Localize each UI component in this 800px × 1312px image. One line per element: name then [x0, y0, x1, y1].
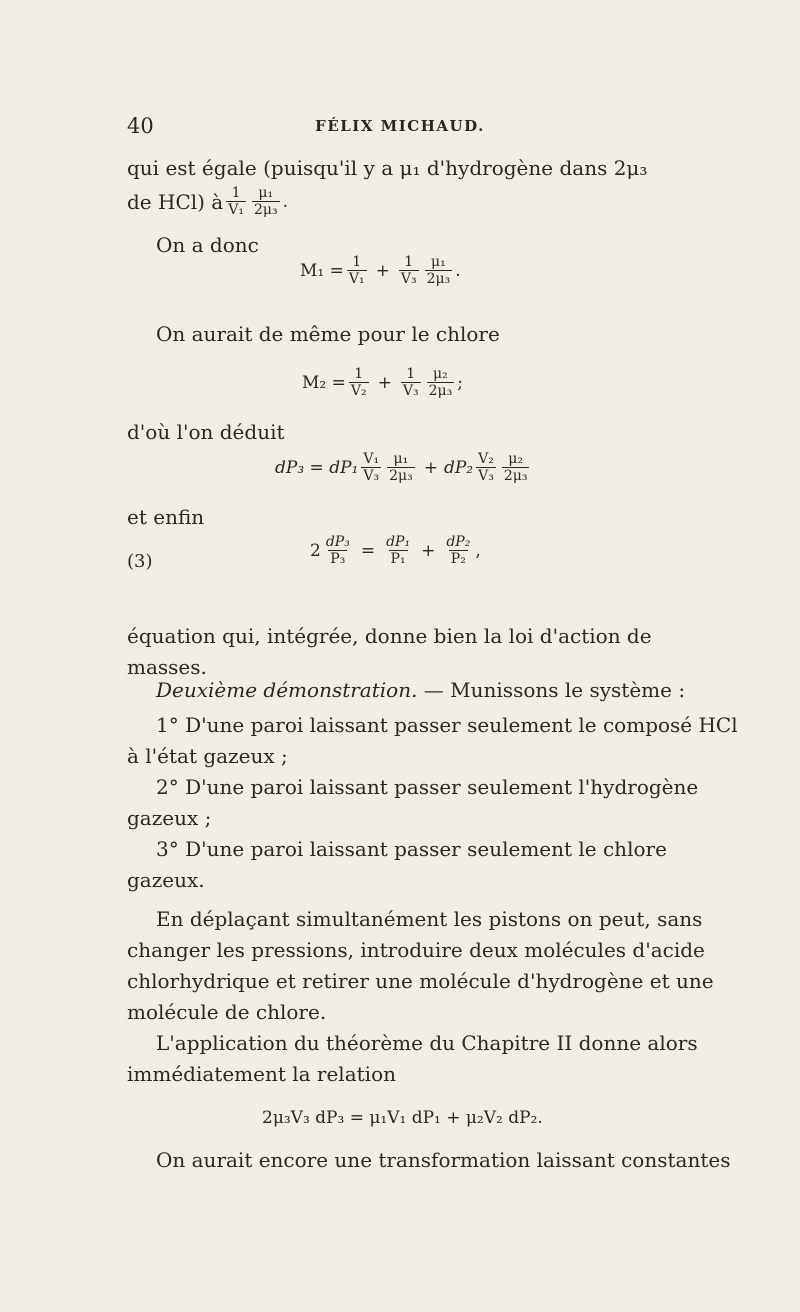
section-heading: Deuxième démonstration. — Munissons le système : [156, 678, 686, 702]
text-line: immédiatement la relation [127, 1062, 396, 1086]
text-line: de HCl) à [127, 190, 224, 215]
text-line: chlorhydrique et retirer une molécule d'hydrogène et une [127, 969, 714, 993]
text-line: L'application du théorème du Chapitre II donne alors [156, 1031, 698, 1055]
text-line: d'où l'on déduit [127, 420, 285, 444]
equation-m1: M₁ = $\frac{1}{\text{V₁}}$ + $\frac{1}{\text{V₃}}$ $\frac{\text{μ₁}}{\text{2μ₃}}$ . [300, 254, 461, 288]
text-line: masses. [127, 655, 207, 679]
text-line: gazeux. [127, 868, 205, 892]
equation-m2: M₂ = $\frac{1}{\text{V₂}}$ + $\frac{1}{\text{V₃}}$ $\frac{\text{μ₂}}{\text{2μ₃}}$ ; [302, 366, 463, 400]
page-number: 40 [127, 114, 154, 138]
text-line: changer les pressions, introduire deux molécules d'acide [127, 938, 705, 962]
fraction: $\frac{1}{\text{V₁}}$ [228, 185, 244, 219]
equation-3: 2 $\frac{\text{dP₃}}{\text{P₃}}$ = $\frac{\text{dP₁}}{\text{P₁}}$ + $\frac{\text{dP₂}}{\text{P₂}}$ , [310, 534, 481, 568]
text-line: gazeux ; [127, 806, 212, 830]
text-line: 2° D'une paroi laissant passer seulement l'hydrogène [156, 775, 699, 799]
text-line: On aurait de même pour le chlore [156, 322, 500, 346]
equation-label: (3) [127, 551, 153, 572]
fraction: $\frac{\text{μ₁}}{\text{2μ₃}}$ [253, 185, 278, 219]
text-line: équation qui, intégrée, donne bien la loi d'action de [127, 624, 652, 648]
text-line: 3° D'une paroi laissant passer seulement le chlore [156, 837, 667, 861]
text-line: On a donc [156, 233, 259, 257]
text-line: et enfin [127, 505, 205, 529]
text-line: En déplaçant simultanément les pistons on peut, sans [156, 907, 703, 931]
text-line: molécule de chlore. [127, 1000, 327, 1024]
equation-dp3: dP₃ = dP₁ $\frac{\text{V₁}}{\text{V₃}}$ $\frac{\text{μ₁}}{\text{2μ₃}}$ + dP₂ $\frac{\text{V₂}}{\text{V₃}}$ $\frac{\text{μ₂}}{\text{2μ₃}}$ [275, 451, 528, 485]
inline-formula: de HCl) à $\frac{1}{\text{V₁}}$ $\frac{\text{μ₁}}{\text{2μ₃}}$ . [127, 185, 288, 219]
text-line: On aurait encore une transformation laissant constantes [156, 1148, 731, 1172]
text-line: 1° D'une paroi laissant passer seulement le composé HCl [156, 713, 738, 737]
text-line: à l'état gazeux ; [127, 744, 288, 768]
text-line: qui est égale (puisqu'il y a μ₁ d'hydrogène dans 2μ₃ [127, 156, 648, 180]
relation-formula: 2μ₃V₃ dP₃ = μ₁V₁ dP₁ + μ₂V₂ dP₂. [262, 1108, 543, 1128]
running-title: FÉLIX MICHAUD. [315, 117, 485, 135]
